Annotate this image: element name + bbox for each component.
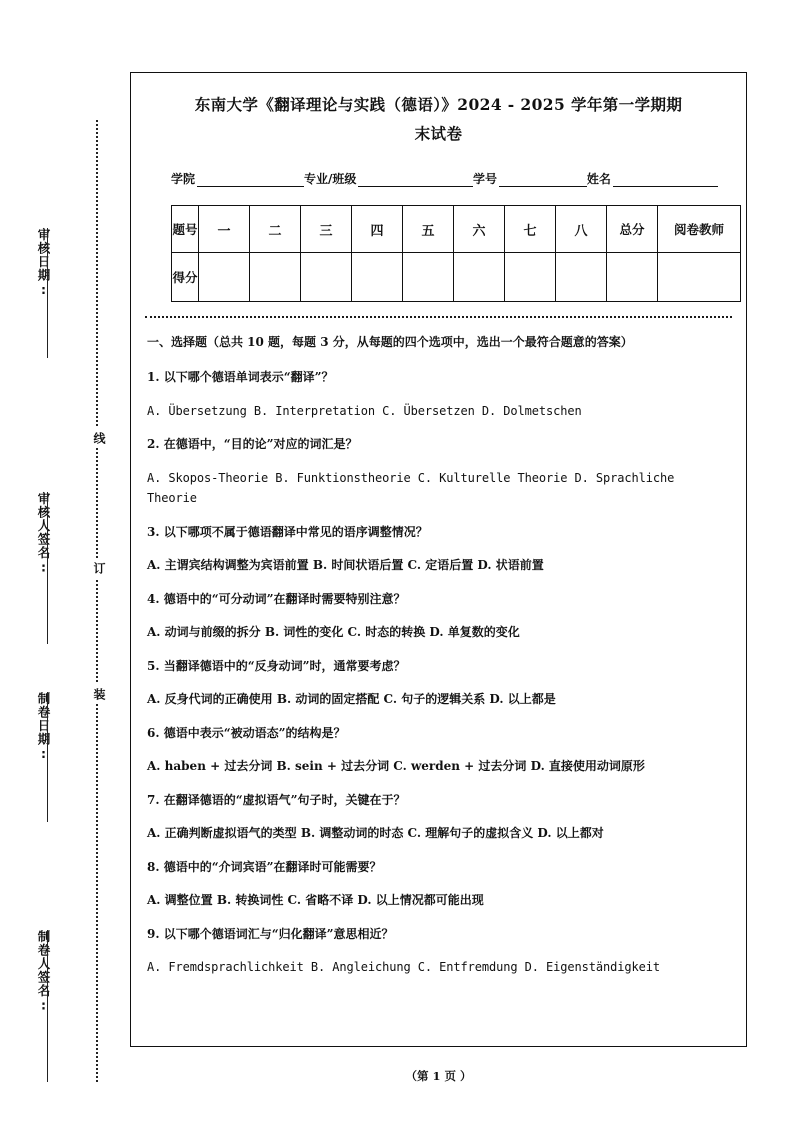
college-input-blank[interactable] [197,173,304,187]
margin-rule-1 [47,228,48,358]
question-options-3[interactable]: A. 主谓宾结构调整为宾语前置 B. 时间状语后置 C. 定语后置 D. 状语前置 [147,558,544,573]
exam-paper-body [130,72,747,1047]
question-stem-8: 8. 德语中的“介词宾语”在翻译时可能需要？ [147,860,382,875]
margin-rule-4 [47,930,48,1082]
question-stem-7: 7. 在翻译德语的“虚拟语气”句子时，关键在于？ [147,793,406,808]
student-name-label: 姓名 [586,172,611,187]
exam-title-line-1: 东南大学《翻译理论与实践（德语）》2024 - 2025 学年第一学期期 [194,95,683,114]
score-cell-total[interactable] [607,253,658,302]
score-table-col-1: 一 [199,206,250,253]
student-id-label: 学号 [473,172,498,187]
score-table-col-total: 总分 [607,206,658,253]
question-stem-1: 1. 以下哪个德语单词表示“翻译”？ [147,370,334,385]
score-table-col-8: 八 [556,206,607,253]
question-stem-2: 2. 在德语中，“目的论”对应的词汇是？ [147,437,358,452]
question-stem-4: 4. 德语中的“可分动词”在翻译时需要特别注意？ [147,592,406,607]
question-options-8[interactable]: A. 调整位置 B. 转换词性 C. 省略不译 D. 以上情况都可能出现 [147,893,484,908]
question-stem-3: 3. 以下哪项不属于德语翻译中常见的语序调整情况？ [147,525,428,539]
question-options-2[interactable]: A. Skopos-Theorie B. Funktionstheorie C. Kulturelle Theorie D. Sprachliche Theorie [147,470,675,506]
score-cell-4[interactable] [352,253,403,302]
question-options-7[interactable]: A. 正确判断虚拟语气的类型 B. 调整动词的时态 C. 理解句子的虚拟含义 D. 以上都对 [147,826,604,841]
section-heading-1: 一、选择题（总共 10 题，每题 3 分，从每题的四个选项中，选出一个最符合题意的答案） [147,335,633,350]
exam-title [145,85,732,148]
score-cell-6[interactable] [454,253,505,302]
question-stem-5: 5. 当翻译德语中的“反身动词”时，通常要考虑？ [147,659,406,674]
question-stem-6: 6. 德语中表示“被动语态”的结构是？ [147,726,346,741]
score-table-col-7: 七 [505,206,556,253]
table-row-scores [172,253,741,302]
major-class-input-blank[interactable] [358,173,473,187]
question-list [147,332,730,978]
student-name-input-blank[interactable] [613,173,718,187]
margin-label-printer-signature: 制卷人签名: [36,930,51,1014]
table-row-question-numbers [172,206,741,253]
score-cell-3[interactable] [301,253,352,302]
margin-rule-2 [47,492,48,644]
question-options-1[interactable]: A. Übersetzung B. Interpretation C. Übersetzen D. Dolmetschen [147,403,582,418]
margin-rule-3 [47,692,48,822]
margin-label-print-date: 制卷日期: [36,692,51,762]
score-cell-2[interactable] [250,253,301,302]
binding-fold-dotted-line [96,120,100,1082]
fold-mark-zhuang: 装 [86,684,108,704]
question-options-9[interactable]: A. Fremdsprachlichkeit B. Angleichung C. Entfremdung D. Eigenständigkeit [147,960,660,975]
margin-label-review-date: 审核日期: [36,228,51,298]
header-separator-dotted-line [145,316,732,318]
question-options-6[interactable]: A. haben + 过去分词 B. sein + 过去分词 C. werden + 过去分词 D. 直接使用动词原形 [147,759,645,774]
score-table-col-5: 五 [403,206,454,253]
question-options-5[interactable]: A. 反身代词的正确使用 B. 动词的固定搭配 C. 句子的逻辑关系 D. 以上都是 [147,692,556,707]
question-options-4[interactable]: A. 动词与前缀的拆分 B. 词性的变化 C. 时态的转换 D. 单复数的变化 [147,625,520,640]
margin-label-reviewer-signature: 审核人签名: [36,492,51,576]
fold-mark-ding: 订 [86,558,108,578]
score-table-col-teacher: 阅卷教师 [658,206,741,253]
score-cell-5[interactable] [403,253,454,302]
score-table-col-3: 三 [301,206,352,253]
score-summary-table [171,205,741,302]
score-cell-teacher[interactable] [658,253,741,302]
score-table-col-6: 六 [454,206,505,253]
fold-mark-xian: 线 [86,428,108,448]
score-table-col-2: 二 [250,206,301,253]
student-info-line [171,170,718,187]
question-stem-9: 9. 以下哪个德语词汇与“归化翻译”意思相近？ [147,927,394,942]
college-label: 学院 [171,172,196,187]
score-table-row-header-score: 得分 [172,253,199,302]
exam-title-line-2: 末试卷 [414,123,463,143]
score-table-row-header-question: 题号 [172,206,199,253]
score-table-col-4: 四 [352,206,403,253]
score-cell-7[interactable] [505,253,556,302]
page-footer: （第 1 页 ） [405,1069,472,1083]
major-class-label: 专业/班级 [304,172,357,187]
student-id-input-blank[interactable] [499,173,587,187]
score-cell-8[interactable] [556,253,607,302]
score-cell-1[interactable] [199,253,250,302]
